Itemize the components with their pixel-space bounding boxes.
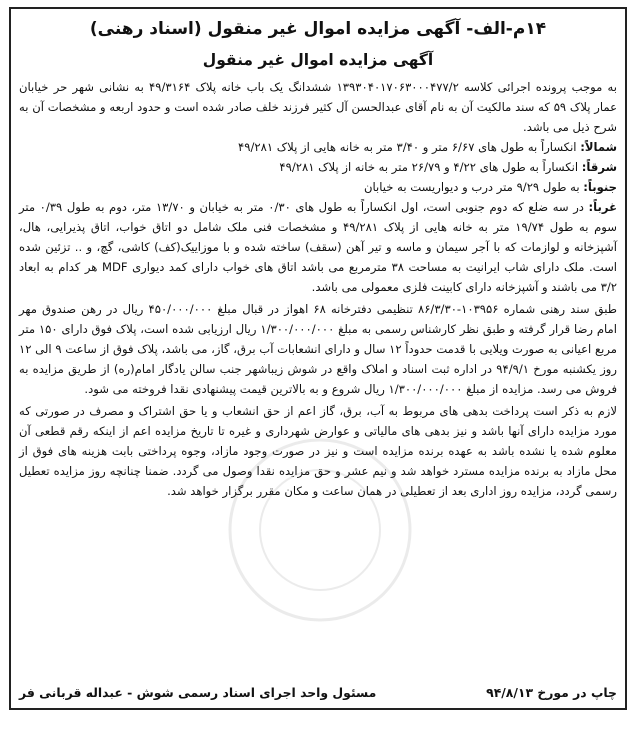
notice-title: ۱۴م-الف- آگهی مزایده اموال غیر منقول (اسناد رهنی)	[89, 19, 547, 39]
boundary-east	[19, 157, 617, 177]
notice-subtitle: آگهی مزایده اموال غیر منقول	[202, 51, 434, 69]
signature-line: مسئول واحد اجرای اسناد رسمی شوش - عبداله قربانی فر	[19, 684, 377, 700]
boundary-north	[19, 137, 617, 157]
intro-paragraph: به موجب پرونده اجرائی کلاسه ۱۳۹۳۰۴۰۱۷۰۶۳۰۰۰۴۷۷/۲ ششدانگ یک باب خانه پلاک ۴۹/۳۱۶۴ به نشانی شهر حر خیابان عمار پلاک ۵۹ که سند مالکیت آن به نام آقای عبدالحسن آل کثیر فرزند خلف صادر شده است و حدود اربعه و مشخصات آن به شرح ذیل می باشد.	[19, 80, 617, 134]
boundary-north-text: انکساراً به طول های ۶/۶۷ متر و ۳/۴۰ متر به خانه هایی از پلاک ۴۹/۲۸۱	[238, 140, 581, 154]
boundary-west	[19, 197, 617, 297]
boundary-south-text: به طول ۹/۲۹ متر درب و دیواریست به خیابان	[364, 180, 584, 194]
boundary-west-text: در سه ضلع که دوم جنوبی است، اول انکساراً به طول های ۰/۳۰ متر به خیابان و ۱۳/۷۰ متر، دوم به طول ۰/۳۹ متر سوم به طول ۱۹/۷۴ متر به خانه هایی از پلاک ۴۹/۲۸۱ و مشخصات فنی ملک شامل دو اتاق خواب، اتاق پذیرایی، هال، آشپزخانه و لوازمات که با آجر سیمان و ماسه و تیر آهن (سقف) ساخته شده و با موزاییک(کف) کاشی، گچ، و .. تزئین شده است. ملک دارای شاب ایرانیت به مساحت ۳۸ مترمربع می باشد اتاق های خواب دارای کمد دیواری MDF هر کدام به ابعاد ۳/۲ می باشند و آشپزخانه دارای کابینت فلزی معمولی می باشد.	[19, 200, 618, 294]
notice-frame	[9, 7, 627, 710]
print-date: چاپ در مورخ ۹۴/۸/۱۳	[486, 684, 617, 700]
title-block	[19, 17, 617, 73]
boundary-west-label: غرباً:	[588, 200, 618, 214]
boundary-south	[19, 177, 617, 197]
boundary-east-label: شرقاً:	[581, 160, 617, 174]
notice-footer	[9, 675, 627, 709]
boundary-south-label: جنوباً:	[583, 180, 617, 194]
boundary-east-text: انکساراً به طول های ۴/۲۲ و ۲۶/۷۹ متر به خانه از پلاک ۴۹/۲۸۱	[279, 160, 582, 174]
boundary-north-label: شمالاً:	[580, 140, 617, 154]
mortgage-paragraph: طبق سند رهنی شماره ۱۰۳۹۵۶-۸۶/۳/۳۰ تنظیمی دفترخانه ۶۸ اهواز در قبال مبلغ ۴۵۰/۰۰۰/۰۰۰ ریال در رهن صندوق مهر امام رضا قرار گرفته و طبق نظر کارشناس رسمی به مبلغ ۱/۳۰۰/۰۰۰/۰۰۰ ریال ارزیابی شده است، پلاک فوق دارای ۱۵۰ متر مربع اعیانی به صورت ویلایی با قدمت حدوداً ۱۲ سال و دارای انشعابات آب برق، گاز، می باشد، پلاک فوق از ساعت ۹ الی ۱۲ روز یکشنبه مورخ ۹۴/۹/۱ در اداره ثبت اسناد و املاک واقع در شوش زیباشهر جنب سالن یادگار امام(ره) از طریق مزایده به فروش می رسد. مزایده از مبلغ ۱/۳۰۰/۰۰۰/۰۰۰ ریال شروع و به بالاترین قیمت پیشنهادی نقدا فروخته می شود.	[19, 302, 618, 396]
conditions-paragraph: لازم به ذکر است پرداخت بدهی های مربوط به آب، برق، گاز اعم از حق انشعاب و یا حق اشتراک و مصرف در صورتی که مورد مزایده دارای آنها باشد و نیز بدهی های مالیاتی و عوارض شهرداری و غیره تا تاریخ مزایده اعم از اینکه رقم قطعی آن معلوم شده یا نشده باشد به عهده برنده مزایده است و نیز در صورت وجود مازاد، وجوه پرداختی بابت هزینه های فوق از محل مازاد به برنده مزایده مسترد خواهد شد و نیم عشر و حق مزایده نقدا وصول می گردد. ضمنا چنانچه روز مزایده تعطیل رسمی گردد، مزایده روز اداری بعد از تعطیلی در همان ساعت و مکان مقرر برگزار خواهد شد.	[19, 404, 617, 498]
